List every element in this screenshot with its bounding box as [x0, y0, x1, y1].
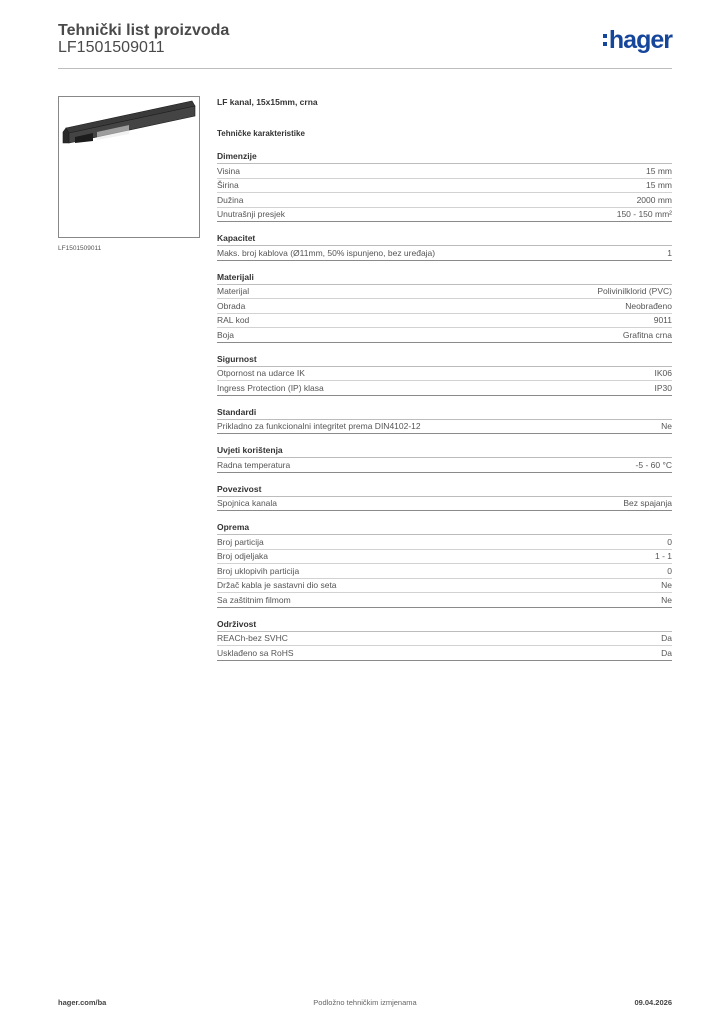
- spec-value: 15 mm: [646, 180, 672, 191]
- spec-value: Bez spajanja: [623, 498, 672, 509]
- hager-logo: [603, 26, 672, 54]
- spec-row: [217, 646, 672, 661]
- spec-value: Da: [661, 633, 672, 644]
- spec-row: [217, 208, 672, 223]
- spec-section: [217, 150, 672, 222]
- spec-row: [217, 246, 672, 261]
- page-footer: [58, 998, 672, 1010]
- spec-value: Ne: [661, 421, 672, 432]
- spec-value: 2000 mm: [636, 194, 672, 205]
- spec-row: [217, 420, 672, 435]
- spec-value: 150 - 150 mm²: [616, 209, 672, 220]
- spec-label: Unutrašnji presjek: [217, 209, 286, 220]
- spec-value: 1 - 1: [654, 551, 672, 562]
- spec-row: [217, 193, 672, 208]
- spec-label: RAL kod: [217, 315, 250, 326]
- spec-value: 1: [667, 247, 672, 258]
- spec-label: Dužina: [217, 194, 244, 205]
- spec-label: Ingress Protection (IP) klasa: [217, 382, 324, 393]
- spec-value: 0: [667, 536, 672, 547]
- spec-content: [217, 96, 672, 671]
- spec-value: IP30: [654, 382, 672, 393]
- spec-label: Spojnica kanala: [217, 498, 278, 509]
- spec-section: [217, 618, 672, 661]
- spec-value: Ne: [661, 580, 672, 591]
- page-header: [58, 20, 672, 69]
- spec-row: [217, 314, 672, 329]
- spec-label: Držač kabla je sastavni dio seta: [217, 580, 337, 591]
- spec-value: -5 - 60 °C: [635, 459, 672, 470]
- spec-section: [217, 483, 672, 512]
- section-title: Materijali: [217, 271, 672, 285]
- spec-label: Boja: [217, 329, 235, 340]
- spec-value: 0: [667, 565, 672, 576]
- spec-row: [217, 285, 672, 300]
- spec-section: [217, 271, 672, 343]
- characteristics-title: Tehničke karakteristike: [217, 129, 305, 138]
- section-title: Kapacitet: [217, 232, 672, 246]
- spec-row: [217, 299, 672, 314]
- spec-label: Sa zaštitnim filmom: [217, 594, 291, 605]
- product-image: [58, 96, 200, 238]
- spec-row: [217, 179, 672, 194]
- spec-value: Da: [661, 647, 672, 658]
- spec-label: Širina: [217, 180, 239, 191]
- spec-row: [217, 550, 672, 565]
- logo-text: hager: [608, 26, 672, 54]
- spec-row: [217, 535, 672, 550]
- spec-section: [217, 521, 672, 608]
- spec-row: [217, 458, 672, 473]
- spec-value: Polivinilklorid (PVC): [597, 286, 672, 297]
- spec-row: [217, 564, 672, 579]
- section-title: Uvjeti korištenja: [217, 444, 672, 458]
- spec-label: Otpornost na udarce IK: [217, 368, 305, 379]
- spec-label: REACh-bez SVHC: [217, 633, 288, 644]
- spec-label: Maks. broj kablova (Ø11mm, 50% ispunjeno, bez uređaja): [217, 247, 436, 258]
- spec-row: [217, 164, 672, 179]
- section-title: Standardi: [217, 406, 672, 420]
- spec-label: Usklađeno sa RoHS: [217, 647, 294, 658]
- section-title: Povezivost: [217, 483, 672, 497]
- spec-label: Materijal: [217, 286, 250, 297]
- section-title: Sigurnost: [217, 353, 672, 367]
- spec-section: [217, 353, 672, 396]
- spec-sections: [217, 150, 672, 661]
- spec-value: Ne: [661, 594, 672, 605]
- spec-label: Broj odjeljaka: [217, 551, 269, 562]
- spec-value: Neobrađeno: [625, 300, 672, 311]
- spec-label: Radna temperatura: [217, 459, 291, 470]
- spec-row: [217, 632, 672, 647]
- spec-value: Grafitna crna: [622, 329, 672, 340]
- cable-duct-icon: [59, 97, 199, 237]
- spec-row: [217, 497, 672, 512]
- spec-row: [217, 593, 672, 608]
- spec-label: Obrada: [217, 300, 246, 311]
- spec-row: [217, 381, 672, 396]
- footer-disclaimer: Podložno tehničkim izmjenama: [313, 998, 417, 1007]
- spec-row: [217, 579, 672, 594]
- spec-section: [217, 232, 672, 261]
- section-title: Održivost: [217, 618, 672, 632]
- spec-row: [217, 367, 672, 382]
- section-title: Dimenzije: [217, 150, 672, 164]
- image-caption: LF1501509011: [58, 245, 102, 252]
- spec-value: 9011: [653, 315, 672, 326]
- spec-row: [217, 328, 672, 343]
- spec-label: Broj uklopivih particija: [217, 565, 300, 576]
- spec-value: IK06: [654, 368, 672, 379]
- footer-website[interactable]: hager.com/ba: [58, 998, 107, 1007]
- footer-date: 09.04.2026: [634, 998, 672, 1007]
- logo-dots-icon: [603, 32, 607, 48]
- product-name: LF kanal, 15x15mm, crna: [217, 97, 318, 107]
- spec-value: 15 mm: [646, 165, 672, 176]
- spec-section: [217, 444, 672, 473]
- document-title: Tehnički list proizvoda: [58, 22, 230, 39]
- spec-label: Visina: [217, 165, 240, 176]
- section-title: Oprema: [217, 521, 672, 535]
- spec-label: Prikladno za funkcionalni integritet prema DIN4102-12: [217, 421, 421, 432]
- spec-section: [217, 406, 672, 435]
- document-reference: LF1501509011: [58, 39, 165, 56]
- spec-label: Broj particija: [217, 536, 264, 547]
